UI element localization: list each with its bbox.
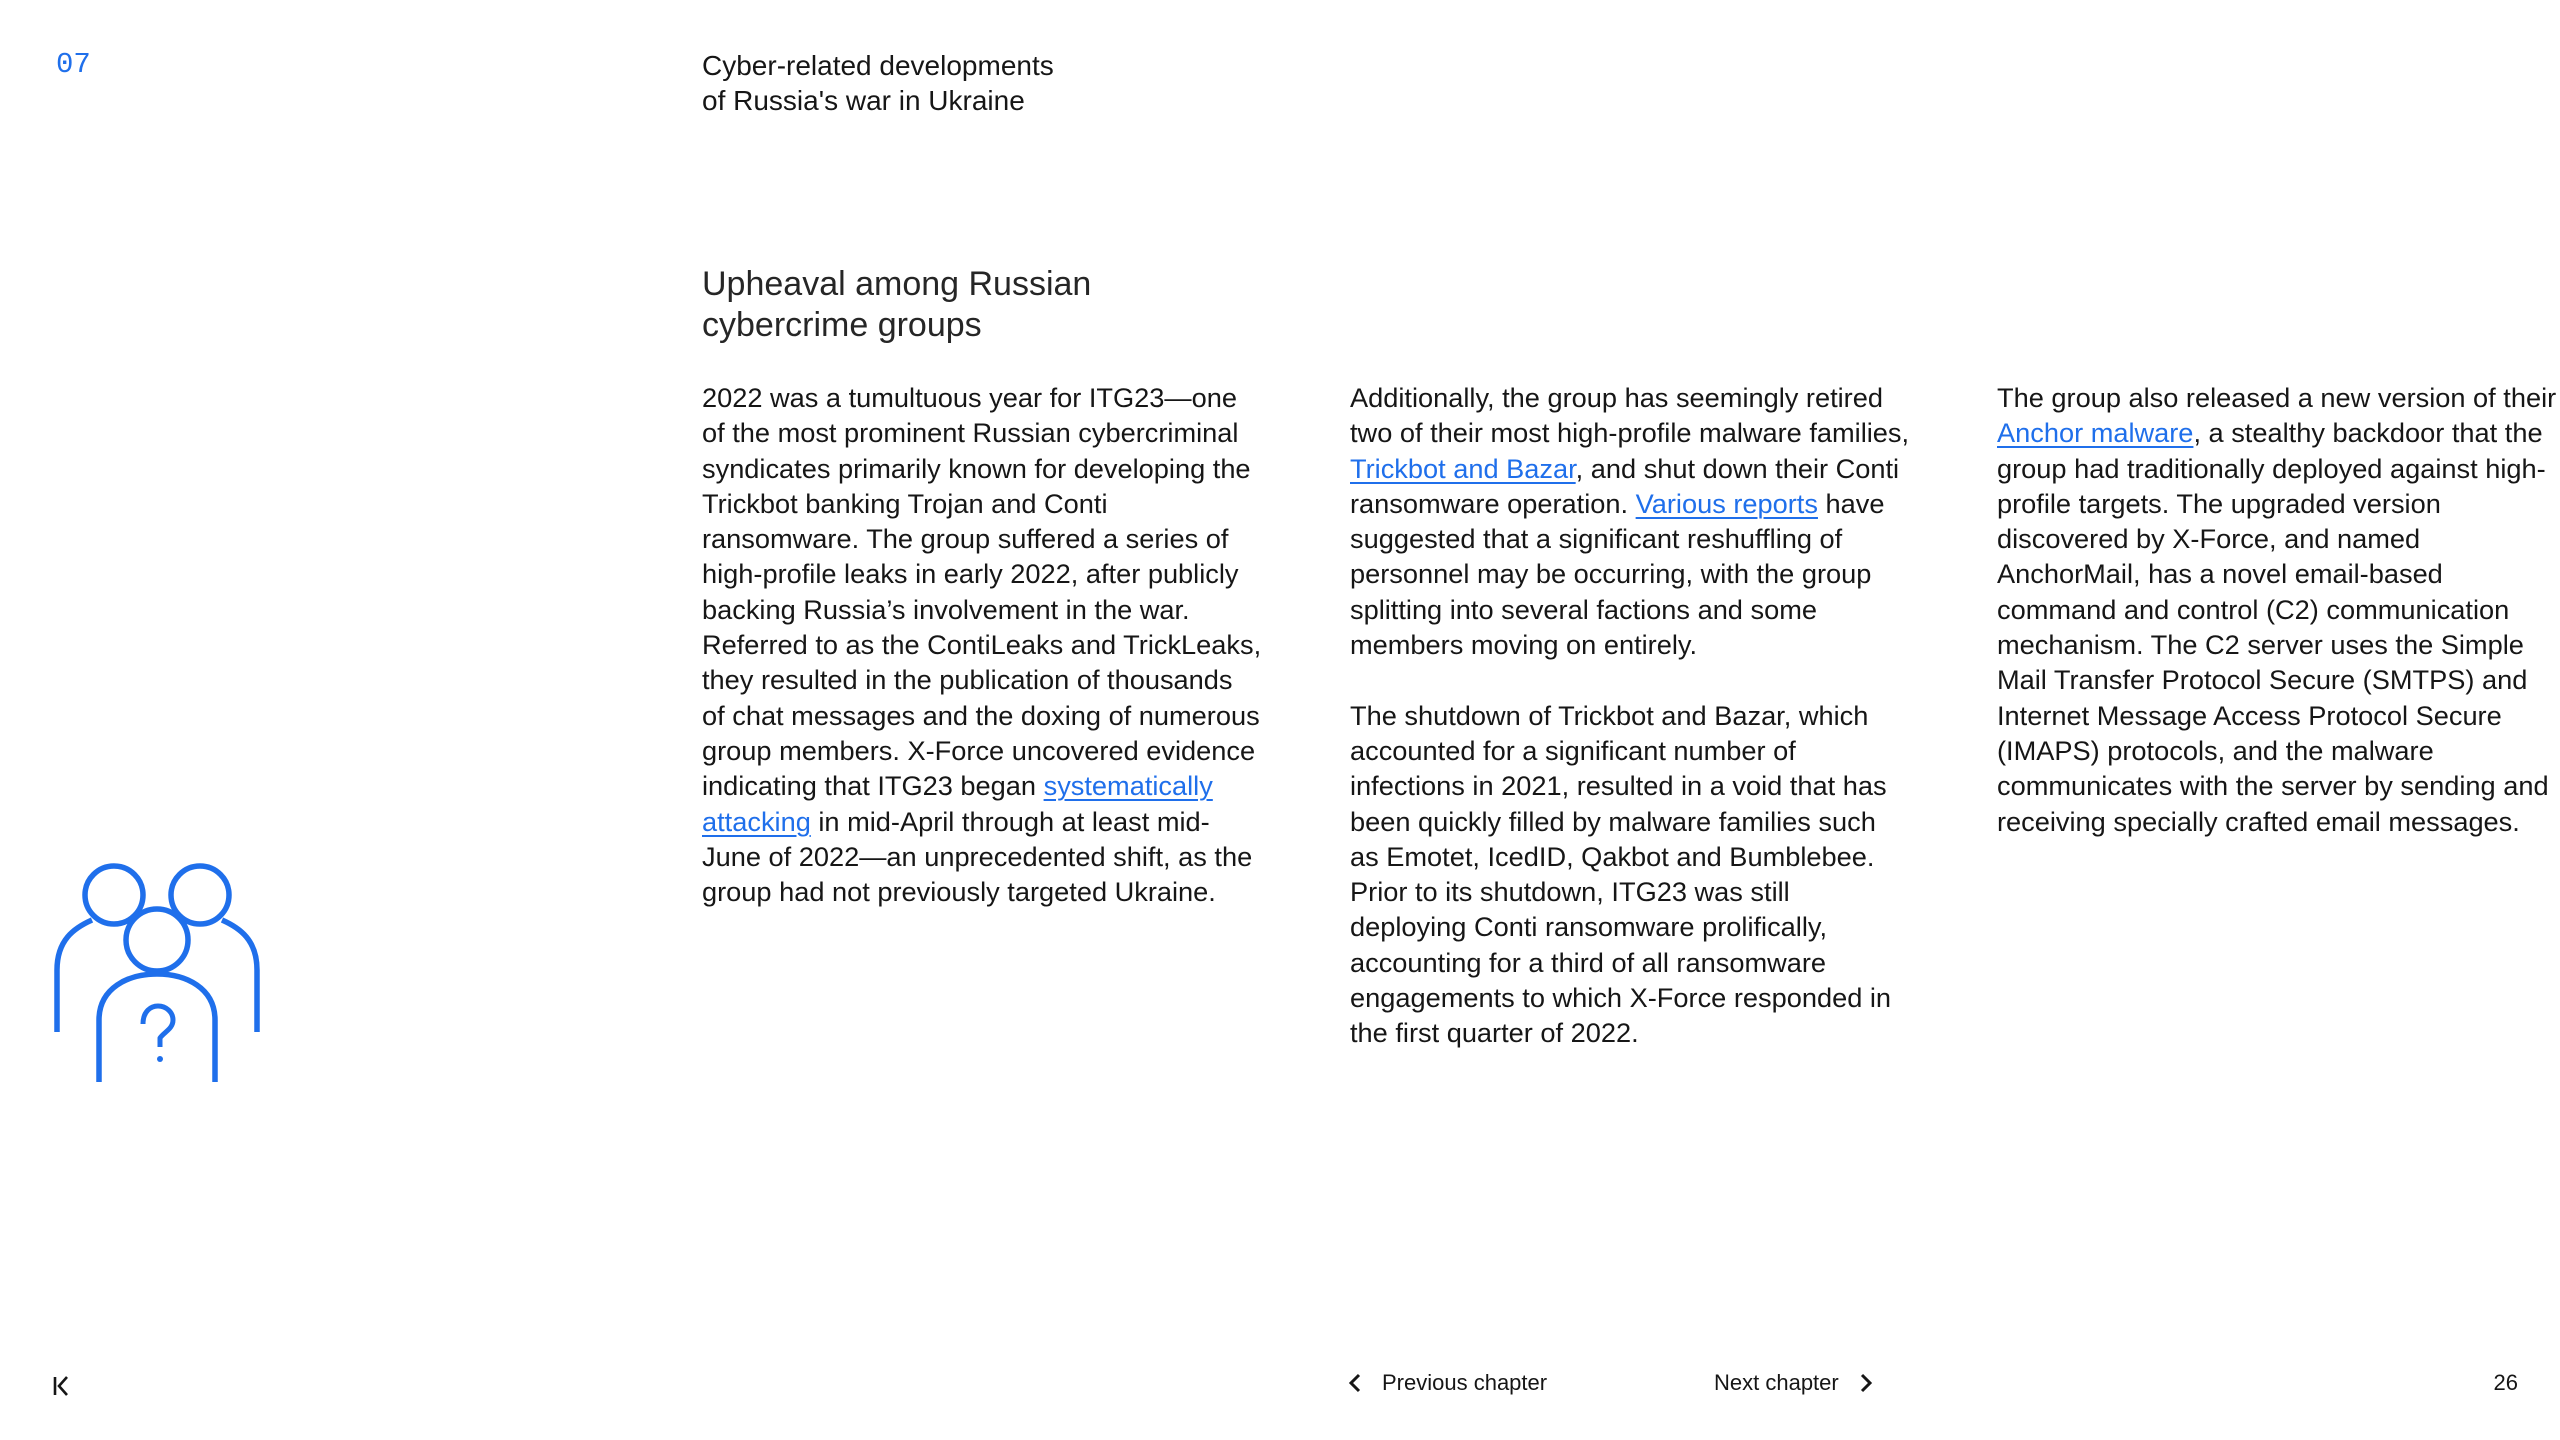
various-reports-link[interactable]: Various reports	[1635, 487, 1818, 519]
column2-text-part-2: , and shut down their Conti ransomware operation.	[1350, 452, 1900, 519]
systematically-attacking-link[interactable]: systematically attacking	[702, 770, 1213, 837]
page-number: 26	[2493, 1370, 2518, 1395]
text-column-2	[1350, 380, 1910, 1086]
chevron-right-icon	[1857, 1372, 1875, 1394]
text-column-1	[702, 380, 1262, 945]
previous-chapter-label: Previous chapter	[1382, 1370, 1548, 1395]
column1-text-before-link: 2022 was a tumultuous year for ITG23—one of the most prominent Russian cybercriminal syndicates primarily known for developing the Trickbot banking Trojan and Conti ransomware. The group suffered a series of high-profile leaks in early 2022, after publicly backing Russia’s involvement in the war. Referred to as the ContiLeaks and TrickLeaks, they resulted in the publication of thousands of chat messages and the doxing of numerous group members. X-Force uncovered evidence indicating that ITG23 began	[702, 382, 1262, 802]
column2-text-part-1: Additionally, the group has seemingly retired two of their most high-profile malware families,	[1350, 382, 1910, 449]
trickbot-bazar-link[interactable]: Trickbot and Bazar	[1350, 452, 1576, 484]
running-title-line-1: Cyber-related developments	[702, 50, 1054, 81]
first-page-icon[interactable]	[50, 1374, 74, 1398]
column3-text-part-1: The group also released a new version of their	[1997, 382, 2557, 413]
next-chapter-label: Next chapter	[1714, 1370, 1839, 1395]
column2-text-part-3: have suggested that a significant reshuffling of personnel may be occurring, with the group splitting into several factions and some members moving on entirely.	[1350, 487, 1885, 661]
column3-paragraph-1	[1997, 380, 2557, 839]
people-question-icon	[52, 860, 262, 1082]
anchor-malware-link[interactable]: Anchor malware	[1997, 417, 2194, 449]
column2-paragraph-1	[1350, 380, 1910, 662]
section-heading	[702, 264, 1302, 346]
column3-text-part-2: , a stealthy backdoor that the group had traditionally deployed against high-profile targets. The upgraded version discovered by X-Force, and named AnchorMail, has a novel email-based command and control (C2) communication mechanism. The C2 server uses the Simple Mail Transfer Protocol Secure (SMTPS) and Internet Message Access Protocol Secure (IMAPS) protocols, and the malware communicates with the server by sending and receiving specially crafted email messages.	[1997, 417, 2549, 837]
column1-paragraph-1	[702, 380, 1262, 909]
column2-paragraph-2: The shutdown of Trickbot and Bazar, which accounted for a significant number of infections in 2021, resulted in a void that has been quickly filled by malware families such as Emotet, IcedID, Qakbot and Bumblebee. Prior to its shutdown, ITG23 was still deploying Conti ransomware prolifically, accounting for a third of all ransomware engagements to which X-Force responded in the first quarter of 2022.	[1350, 699, 1892, 1049]
next-chapter-button[interactable]	[1714, 1370, 1875, 1396]
column1-text-after-link: in mid-April through at least mid-June of 2022—an unprecedented shift, as the group had not previously targeted Ukraine.	[702, 805, 1253, 908]
section-heading-line-1: Upheaval among Russian	[702, 265, 1092, 303]
previous-chapter-button[interactable]	[1346, 1370, 1547, 1396]
running-title-line-2: of Russia's war in Ukraine	[702, 85, 1025, 116]
chevron-left-icon	[1346, 1372, 1364, 1394]
running-title	[702, 48, 1262, 118]
chapter-number: 07	[56, 48, 91, 81]
section-heading-line-2: cybercrime groups	[702, 306, 982, 344]
text-column-3	[1997, 380, 2557, 874]
